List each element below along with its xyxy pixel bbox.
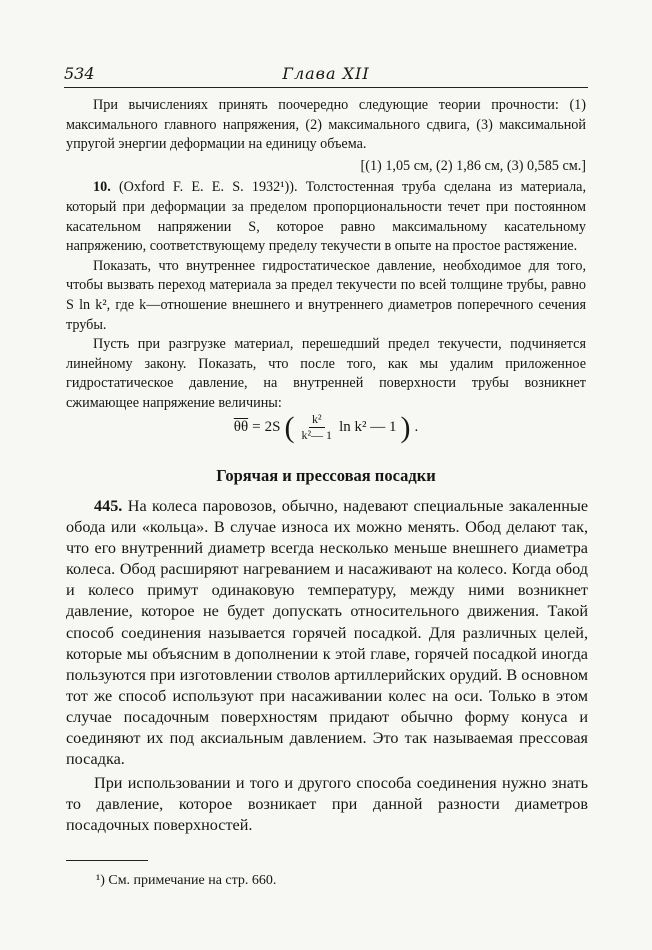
page-header [64, 60, 588, 88]
problem-text-block [66, 96, 586, 414]
article-445-number: 445. [94, 497, 123, 515]
article-445-text: На колеса паровозов, обычно, надевают специальные закаленные обода или «кольца». В случае износа их можно менять. Обод делают так, что его внутренний диаметр всегда несколько меньше внешнего диаметра колеса. Обод расширяют нагреванием и насаживают на колесо. Когда обод и колесо примут одинаковую температуру, между ними возникнет давление, которое не будет допускать относительного движения. Такой способ соединения называется горячей посадкой. Для различных целей, которые мы объясним в дополнении к этой главе, горячей посадкой иногда пользуются при изготовлении стволов артиллерийских орудий. В основном тот же способ используют при насаживании колес на оси. Только в этом случае посадочным поверхностям придают обычно форму конуса и соединяют их под аксиальным давлением. Это так называемая прессовая посадка. [66, 497, 589, 769]
footnote-rule [66, 860, 148, 861]
formula-end: . [414, 419, 419, 435]
problem-10-text: (Oxford F. E. E. S. 1932¹)). Толстостенная труба сделана из материала, который при деформации за пределом пропорциональности течет при постоянном касательном напряжении S, которое равно максимальному касательному напряжению, соответствующему пределу текучести в опыте на простое растяжение. [66, 179, 587, 255]
main-text-block [66, 496, 588, 837]
formula-right-paren: ) [400, 410, 411, 444]
problem-paragraph-3: Показать, что внутреннее гидростатическое давление, необходимое для того, чтобы вызвать переход материала за предел текучести по всей толщине трубы, равно S ln k², где k—отношение внешнего и внутреннего диаметров поперечного сечения трубы. [66, 257, 586, 333]
formula-left-paren: ( [284, 410, 295, 444]
problem-10-number: 10. [93, 179, 111, 196]
stress-formula [0, 412, 652, 456]
chapter-title: Глава XII [282, 64, 370, 83]
formula-fraction [301, 412, 332, 443]
formula-tail: ln k² — 1 [339, 419, 397, 435]
problem-10-paragraph [66, 178, 586, 256]
formula-numerator: k² [309, 412, 325, 428]
problem-answer: [(1) 1,05 см, (2) 1,86 см, (3) 0,585 см.] [360, 157, 586, 174]
main-paragraph-2: При использовании и того и другого способа соединения нужно знать то давление, которое возникает при данной разности диаметров посадочных поверхностей. [66, 774, 588, 835]
formula-coefficient: 2S [264, 419, 281, 435]
problem-paragraph-4: Пусть при разгрузке материал, перешедший предел текучести, подчиняется линейному закону. Показать, что после того, как мы удалим приложенное гидростатическое давление, на внутренней поверхности трубы возникнет сжимающее напряжение величины: [66, 336, 586, 411]
problem-paragraph-1: При вычислениях принять поочередно следующие теории прочности: (1) максимального главного напряжения, (2) максимального сдвига, (3) максимальной упругой энергии деформации на единицу объема. [66, 97, 586, 153]
header-rule [64, 87, 588, 88]
formula-equals: = [252, 419, 261, 435]
formula-denominator: k²— 1 [301, 428, 333, 442]
footnote: ¹) См. примечание на стр. 660. [96, 873, 277, 888]
section-title: Горячая и прессовая посадки [216, 466, 436, 485]
article-445-paragraph [66, 496, 588, 770]
formula-lhs: $\overline{\theta\theta}$ [233, 419, 249, 435]
page-number: 534 [64, 64, 95, 83]
